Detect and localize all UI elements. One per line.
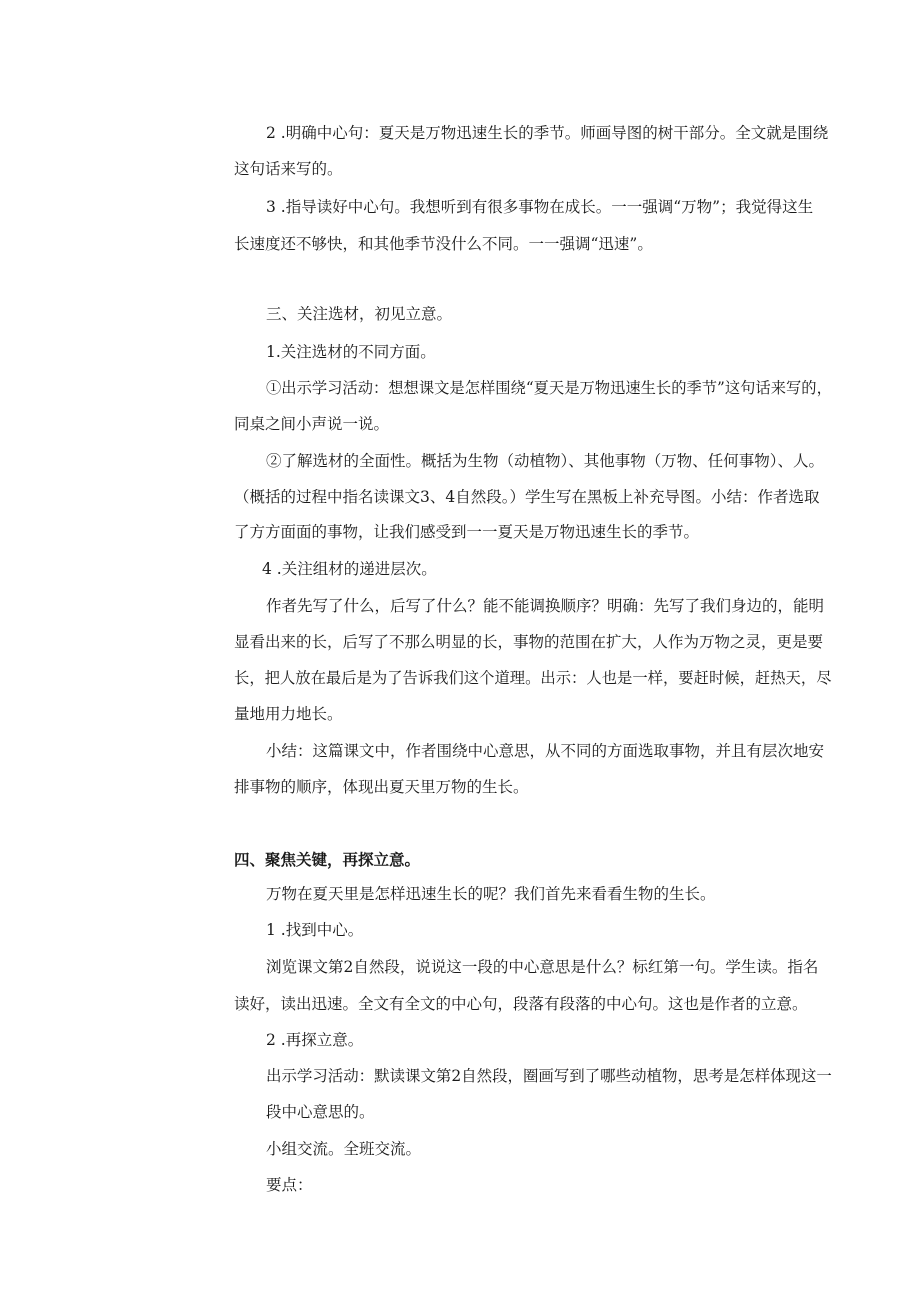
section-heading: 三、关注选材，初见立意。 bbox=[266, 305, 453, 323]
text-line: 显看出来的长，后写了不那么明显的长，事物的范围在扩大，人作为万物之灵，更是要 bbox=[234, 633, 824, 651]
text-line: 1 .找到中心。 bbox=[266, 921, 364, 939]
text-line: 2 .再探立意。 bbox=[266, 1031, 364, 1049]
text-line: 2 .明确中心句：夏天是万物迅速生长的季节。师画导图的树干部分。全文就是围绕 bbox=[266, 124, 829, 142]
text-line: 排事物的顺序，体现出夏天里万物的生长。 bbox=[234, 778, 529, 796]
section-heading: 四、聚焦关键，再探立意。 bbox=[234, 850, 421, 869]
text-line: 3 .指导读好中心句。我想听到有很多事物在成长。一一强调“万物”；我觉得这生 bbox=[266, 198, 814, 216]
text-line: （概括的过程中指名读课文3、4自然段。）学生写在黑板上补充导图。小结：作者选取 bbox=[234, 488, 820, 506]
text-line: 长，把人放在最后是为了告诉我们这个道理。出示：人也是一样，要赶时候，赶热天，尽 bbox=[234, 669, 832, 687]
text-line: 出示学习活动：默读课文第2自然段，圈画写到了哪些动植物，思考是怎样体现这一 bbox=[266, 1067, 832, 1085]
text-line: 1.关注选材的不同方面。 bbox=[266, 343, 436, 361]
text-line: 读好，读出迅速。全文有全文的中心句，段落有段落的中心句。这也是作者的立意。 bbox=[234, 995, 808, 1013]
text-line: 段中心意思的。 bbox=[266, 1103, 375, 1121]
text-line: 小结：这篇课文中，作者围绕中心意思，从不同的方面选取事物，并且有层次地安 bbox=[266, 742, 825, 760]
text-line: ①出示学习活动：想想课文是怎样围绕“夏天是万物迅速生长的季节”这句话来写的， bbox=[266, 379, 832, 397]
text-line: 小组交流。全班交流。 bbox=[266, 1140, 422, 1158]
text-line: 万物在夏天里是怎样迅速生长的呢？我们首先来看看生物的生长。 bbox=[266, 885, 716, 903]
text-line: 浏览课文第2自然段，说说这一段的中心意思是什么？标红第一句。学生读。指名 bbox=[266, 958, 819, 976]
text-line: 这句话来写的。 bbox=[234, 160, 343, 178]
text-line: ②了解选材的全面性。概括为生物（动植物）、其他事物（万物、任何事物）、人。 bbox=[266, 452, 825, 470]
text-line: 要点： bbox=[266, 1176, 313, 1194]
text-line: 作者先写了什么，后写了什么？能不能调换顺序？明确：先写了我们身边的，能明 bbox=[266, 597, 825, 615]
text-line: 长速度还不够快，和其他季节没什么不同。一一强调“迅速”。 bbox=[234, 235, 653, 253]
text-line: 了方方面面的事物，让我们感受到一一夏天是万物迅速生长的季节。 bbox=[234, 523, 700, 541]
text-line: 同桌之间小声说一说。 bbox=[234, 415, 390, 433]
text-line: 4 .关注组材的递进层次。 bbox=[262, 560, 437, 578]
text-line: 量地用力地长。 bbox=[234, 705, 343, 723]
